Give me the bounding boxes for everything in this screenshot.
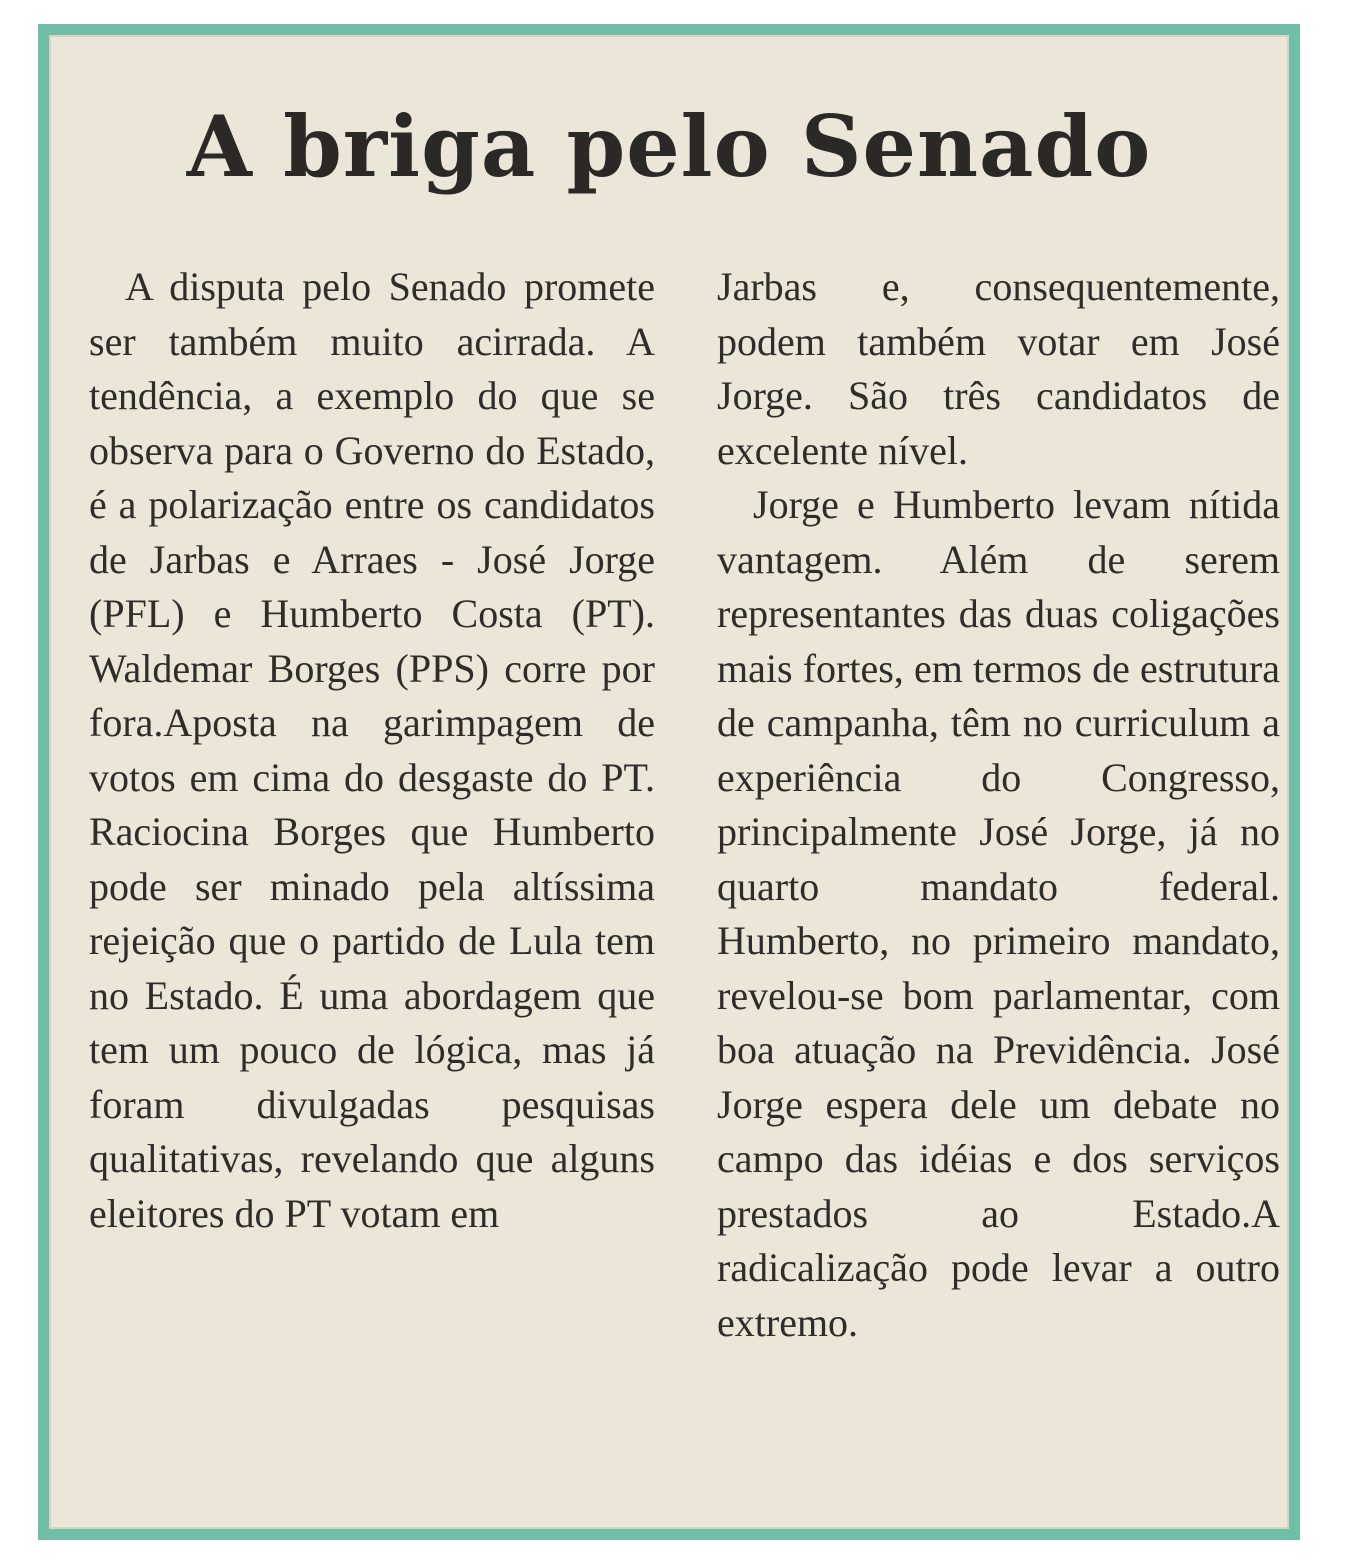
column-right (717, 260, 1280, 1350)
paragraph: Jarbas e, consequentemente, podem também votar em José Jorge. São três candidatos de excelente nível. (717, 264, 1280, 473)
headline: A briga pelo Senado (186, 97, 1152, 196)
paragraph: Jorge e Humberto levam nítida vantagem. Além de serem representantes das duas coligações mais fortes, em termos de estrutura de campanha, têm no curriculum a experiência do Congresso, principalmente José Jorge, já no quarto mandato federal. Humberto, no primeiro mandato, revelou-se bom parlamentar, com boa atuação na Previdência. José Jorge espera dele um debate no campo das idéias e dos serviços prestados ao Estado.A radicalização pode levar a outro extremo. (717, 482, 1280, 1345)
column-left (89, 260, 655, 1241)
newspaper-clipping (38, 24, 1300, 1540)
paragraph: A disputa pelo Senado promete ser também muito acirrada. A tendência, a exemplo do que se observa para o Governo do Estado, é a polarização entre os candidatos de Jarbas e Arraes - José Jorge (PFL) e Humberto Costa (PT). Waldemar Borges (PPS) corre por fora.Aposta na garimpagem de votos em cima do desgaste do PT. Raciocina Borges que Humberto pode ser minado pela altíssima rejeição que o partido de Lula tem no Estado. É uma abordagem que tem um pouco de lógica, mas já foram divulgadas pesquisas qualitativas, revelando que alguns eleitores do PT votam em (89, 264, 655, 1236)
